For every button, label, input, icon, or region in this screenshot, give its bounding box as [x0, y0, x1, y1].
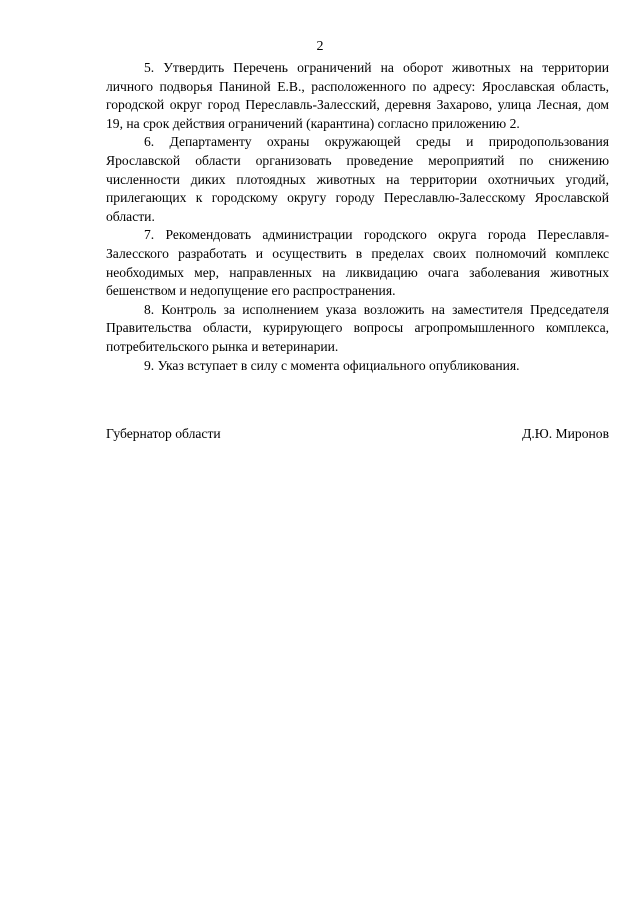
signature-block: [106, 425, 609, 443]
paragraph-item-6: 6. Департаменту охраны окружающей среды и природопользования Ярославской области организовать проведение мероприятий по снижению численности диких плотоядных животных на территории охотничьих угодий, прилегающих к городскому округу городу Переславлю-Залесскому Ярославской области.: [106, 134, 609, 224]
paragraph-item-9: 9. Указ вступает в силу с момента официального опубликования.: [144, 357, 520, 373]
page-number: 2: [316, 39, 324, 54]
paragraph-item-7: 7. Рекомендовать администрации городского округа города Переславля-Залесского разработать и осуществить в пределах своих полномочий комплекс необходимых мер, направленных на ликвидацию очага заболевания животных бешенством и недопущение его распространения.: [106, 227, 609, 299]
paragraph-item-5: 5. Утвердить Перечень ограничений на оборот животных на территории личного подворья Паниной Е.В., расположенного по адресу: Ярославская область, городской округ город Переславль-Залесский, деревня Захарово, улица Лесная, дом 19, на срок действия ограничений (карантина) согласно приложению 2.: [106, 60, 609, 131]
signatory-name: Д.Ю. Миронов: [522, 426, 609, 441]
paragraph-item-8: 8. Контроль за исполнением указа возложить на заместителя Председателя Правительства области, курирующего вопросы агропромышленного комплекса, потребительского рынка и ветеринарии.: [106, 301, 609, 354]
decree-body: [106, 59, 609, 375]
signatory-position: Губернатор области: [106, 426, 221, 441]
